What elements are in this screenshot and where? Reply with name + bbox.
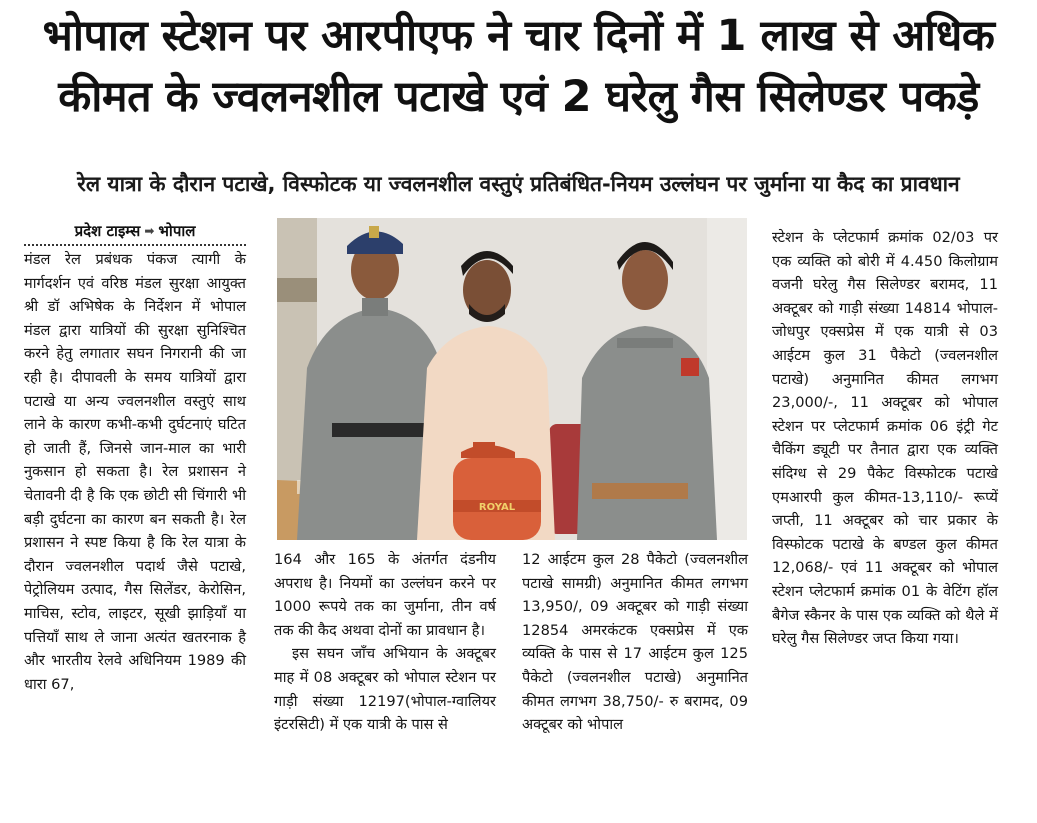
article-column-1 [24, 248, 246, 696]
arrow-right-icon: ➡ [144, 224, 155, 238]
article-paragraph: स्टेशन के प्लेटफार्म क्रमांक 02/03 पर एक व्यक्ति को बोरी में 4.450 किलोग्राम वजनी घरेलु गैस सिलेण्डर बरामद, 11 अक्टूबर को गाड़ी संख्या 14814 भोपाल-जोधपुर एक्सप्रेस में एक यात्री से 03 आईटम कुल 31 पैकेटो (ज्वलनशील पटाखे) अनुमानित कीमत लगभग 23,000/-, 11 अक्टूबर को भोपाल स्टेशन पर प्लेटफार्म क्रमांक 06 इंट्री गेट चैकिंग ड्यूटी पर तैनात द्वारा एक व्यक्ति संदिग्ध से 29 पैकेट विस्फोटक पटाखे एमआरपी कुल कीमत-13,110/- रूप्यें जप्ती, 11 अक्टूबर को चार प्रकार के विस्फोटक पटाखे के बण्डल कुल कीमत 12,068/- एवं 11 अक्टूबर को भोपाल स्टेशन प्लेटफार्म क्रमांक 01 के वेटिंग हॉल बैगेज स्कैनर के पास एक व्यक्ति को थैले में घरेलु गैस सिलेण्डर जप्त किया गया। [772, 229, 998, 648]
article-paragraph: मंडल रेल प्रबंधक पंकज त्यागी के मार्गदर्शन एवं वरिष्ठ मंडल सुरक्षा आयुक्त श्री डॉ अभिषेक के निर्देशन में भोपाल मंडल द्वारा यात्रियों की सुरक्षा सुनिश्चित करने हेतु लगातार सघन निगरानी की जा रही है। दीपावली के समय यात्रियों द्वारा पटाखे या अन्य ज्वलनशील वस्तुएं साथ लाने के कारण कभी-कभी दुर्घटनाएं घटित हो जाती हैं, जिनसे जान-माल का भारी नुकसान हो सकता है। रेल प्रशासन ने चेतावनी दी है कि एक छोटी सी चिंगारी भी बड़ी दुर्घटना का कारण बन सकती है। रेल प्रशासन ने स्पष्ट किया है कि रेल यात्रा के दौरान ज्वलनशील पदार्थ जैसे पटाखे, पेट्रोलियम उत्पाद, गैस सिलेंडर, केरोसिन, माचिस, स्टोव, लाइटर, सूखी झाड़ियाँ या पत्तियाँ साथ ले जाना अत्यंत खतरनाक है और भारतीय रेलवे अधिनियम 1989 की धारा 67, [24, 251, 246, 693]
byline-source: प्रदेश टाइम्स [74, 222, 141, 240]
article-paragraph: 164 और 165 के अंतर्गत दंडनीय अपराध है। नियमों का उल्लंघन करने पर 1000 रूपये तक का जुर्माना, तीन वर्ष तक की कैद अथवा दोनों का प्रावधान है। [274, 551, 496, 639]
article-paragraph: इस सघन जाँच अभियान के अक्टूबर माह में 08 अक्टूबर को भोपाल स्टेशन पर गाड़ी संख्या 12197(भोपाल-ग्वालियर इंटरसिटी) में एक यात्री के पास से [274, 645, 496, 734]
article-column-2 [274, 548, 496, 737]
headline-line-1: भोपाल स्टेशन पर आरपीएफ ने चार दिनों में 1 लाख से अधिक [42, 11, 995, 61]
article-column-3 [522, 548, 748, 737]
cylinder-label: ROYAL [478, 502, 516, 513]
photo-illustration [277, 218, 747, 540]
byline [24, 218, 246, 246]
news-photo [277, 218, 747, 540]
article-paragraph: 12 आईटम कुल 28 पैकेटो (ज्वलनशील पटाखे सामग्री) अनुमानित कीमत लगभग 13,950/, 09 अक्टूबर को गाड़ी संख्या 12854 अमरकंटक एक्सप्रेस में एक व्यक्ति के पास से 17 आईटम कुल 125 पैकेटो (ज्वलनशील पटाखे) अनुमानित कीमत लगभग 38,750/- रु बरामद, 09 अक्टूबर को भोपाल [522, 551, 748, 734]
article-column-4 [772, 226, 998, 651]
headline-line-2: कीमत के ज्वलनशील पटाखे एवं 2 घरेलु गैस सिलेण्डर पकड़े [58, 72, 979, 122]
headline [8, 6, 1029, 128]
byline-city: भोपाल [158, 222, 196, 240]
subheadline: रेल यात्रा के दौरान पटाखे, विस्फोटक या ज्वलनशील वस्तुएं प्रतिबंधित-नियम उल्लंघन पर जुर्माना या कैद का प्रावधान [77, 172, 960, 196]
